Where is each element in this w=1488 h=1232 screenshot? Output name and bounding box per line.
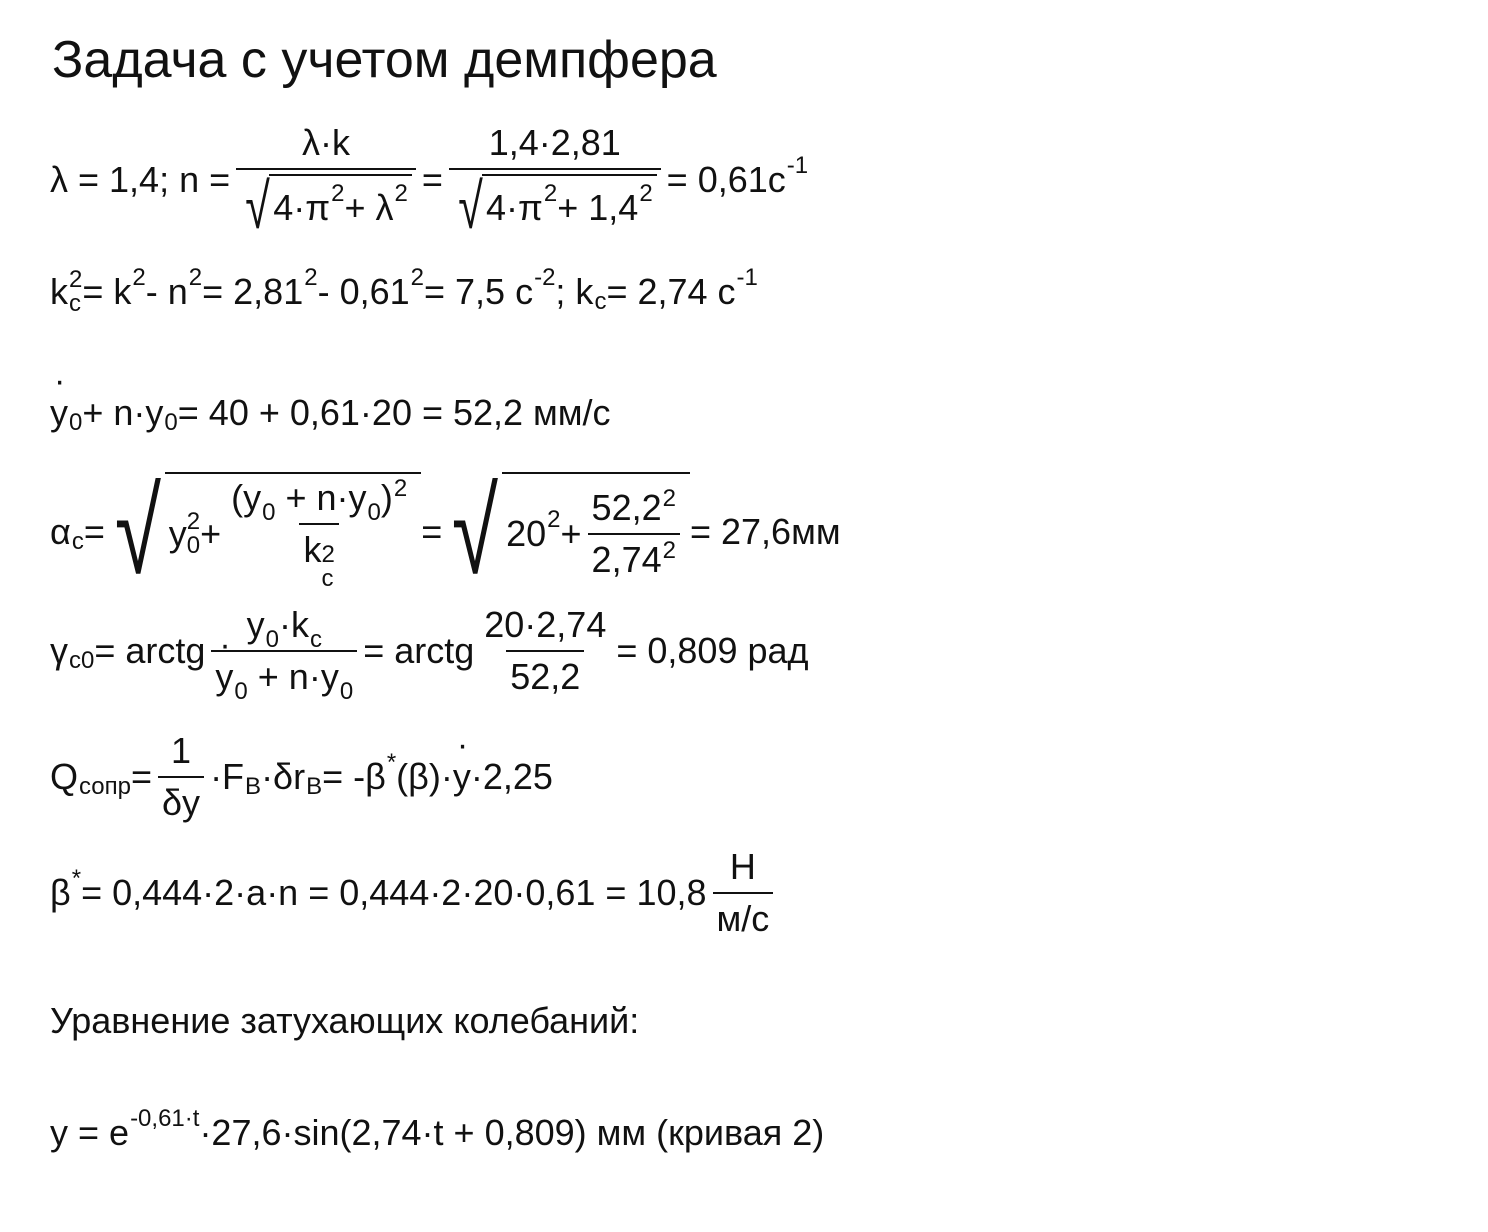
equation-gamma-c0: γ c0 = arctg $y_0\cdot k_c$ · $y_0 + n\cdot y_0$ = arctg $\frac{20\cdot 2,74}{52,2}$ = 0,809 рад — [50, 604, 809, 698]
eq1-fraction-2 — [449, 122, 661, 242]
equation-initial-velocity: · y 0 + n·y 0 = 40 + 0,61·20 = 52,2 мм/с — [50, 392, 611, 434]
eq1-lhs: λ = 1,4; n = — [50, 159, 231, 200]
equation-damped-oscillation: y = e -0,61·t ·27,6·sin(2,74·t + 0,809) мм (кривая 2) — [50, 1105, 825, 1153]
eq1-sqrt-2: √ 4·π 2 + 1,4 2 — [453, 174, 657, 238]
eq1-result: = 0,61c — [666, 159, 786, 200]
equation-lambda-n: λ = 1,4; n = λ·k √ 4·π 2 + λ 2 = 1,4·2,81 √ 4·π 2 + 1,4 2 = 0,61c -1 — [50, 122, 809, 242]
eq1-sqrt-1: √ 4·π 2 + λ 2 — [240, 174, 412, 238]
eq4-sqrt-2: √ 20 2 + $\frac{52,2^2}{2,74^2}$ — [442, 472, 690, 592]
eq1-fraction-1 — [236, 122, 416, 242]
section-label: Уравнение затухающих колебаний: — [50, 1000, 640, 1041]
equation-beta-star: β * = 0,444·2·a·n = 0,444·2·20·0,61 = 10,8 $\frac{Н}{м/с}$ — [50, 846, 779, 940]
page-title: Задача с учетом демпфера — [52, 31, 717, 89]
eq1-equals: = — [421, 159, 443, 200]
eq1-num-2: 1,4·2,81 — [488, 122, 621, 163]
equation-alpha-c: α c = √ y 2 0 + $(y_0 + n\cdot y_0)^2$ k 2 c = √ 20 2 + $\frac{52,2^2}{2,74^2}$ = 27,6мм — [50, 465, 841, 599]
eq1-num-1: λ·k — [301, 122, 350, 163]
equation-q-resistance: Q сопр = $\frac{1}{\delta y}$ ·F B ·δr B = -β * (β)· · y ·2,25 — [50, 730, 553, 824]
equation-kc: k 2 c = k 2 - n 2 = 2,81 2 - 0,61 2 = 7,5 c -2 ; k c = 2,74 c -1 — [50, 264, 758, 317]
eq4-sqrt-1: √ y 2 0 + $(y_0 + n\cdot y_0)^2$ k 2 c — [105, 472, 421, 592]
